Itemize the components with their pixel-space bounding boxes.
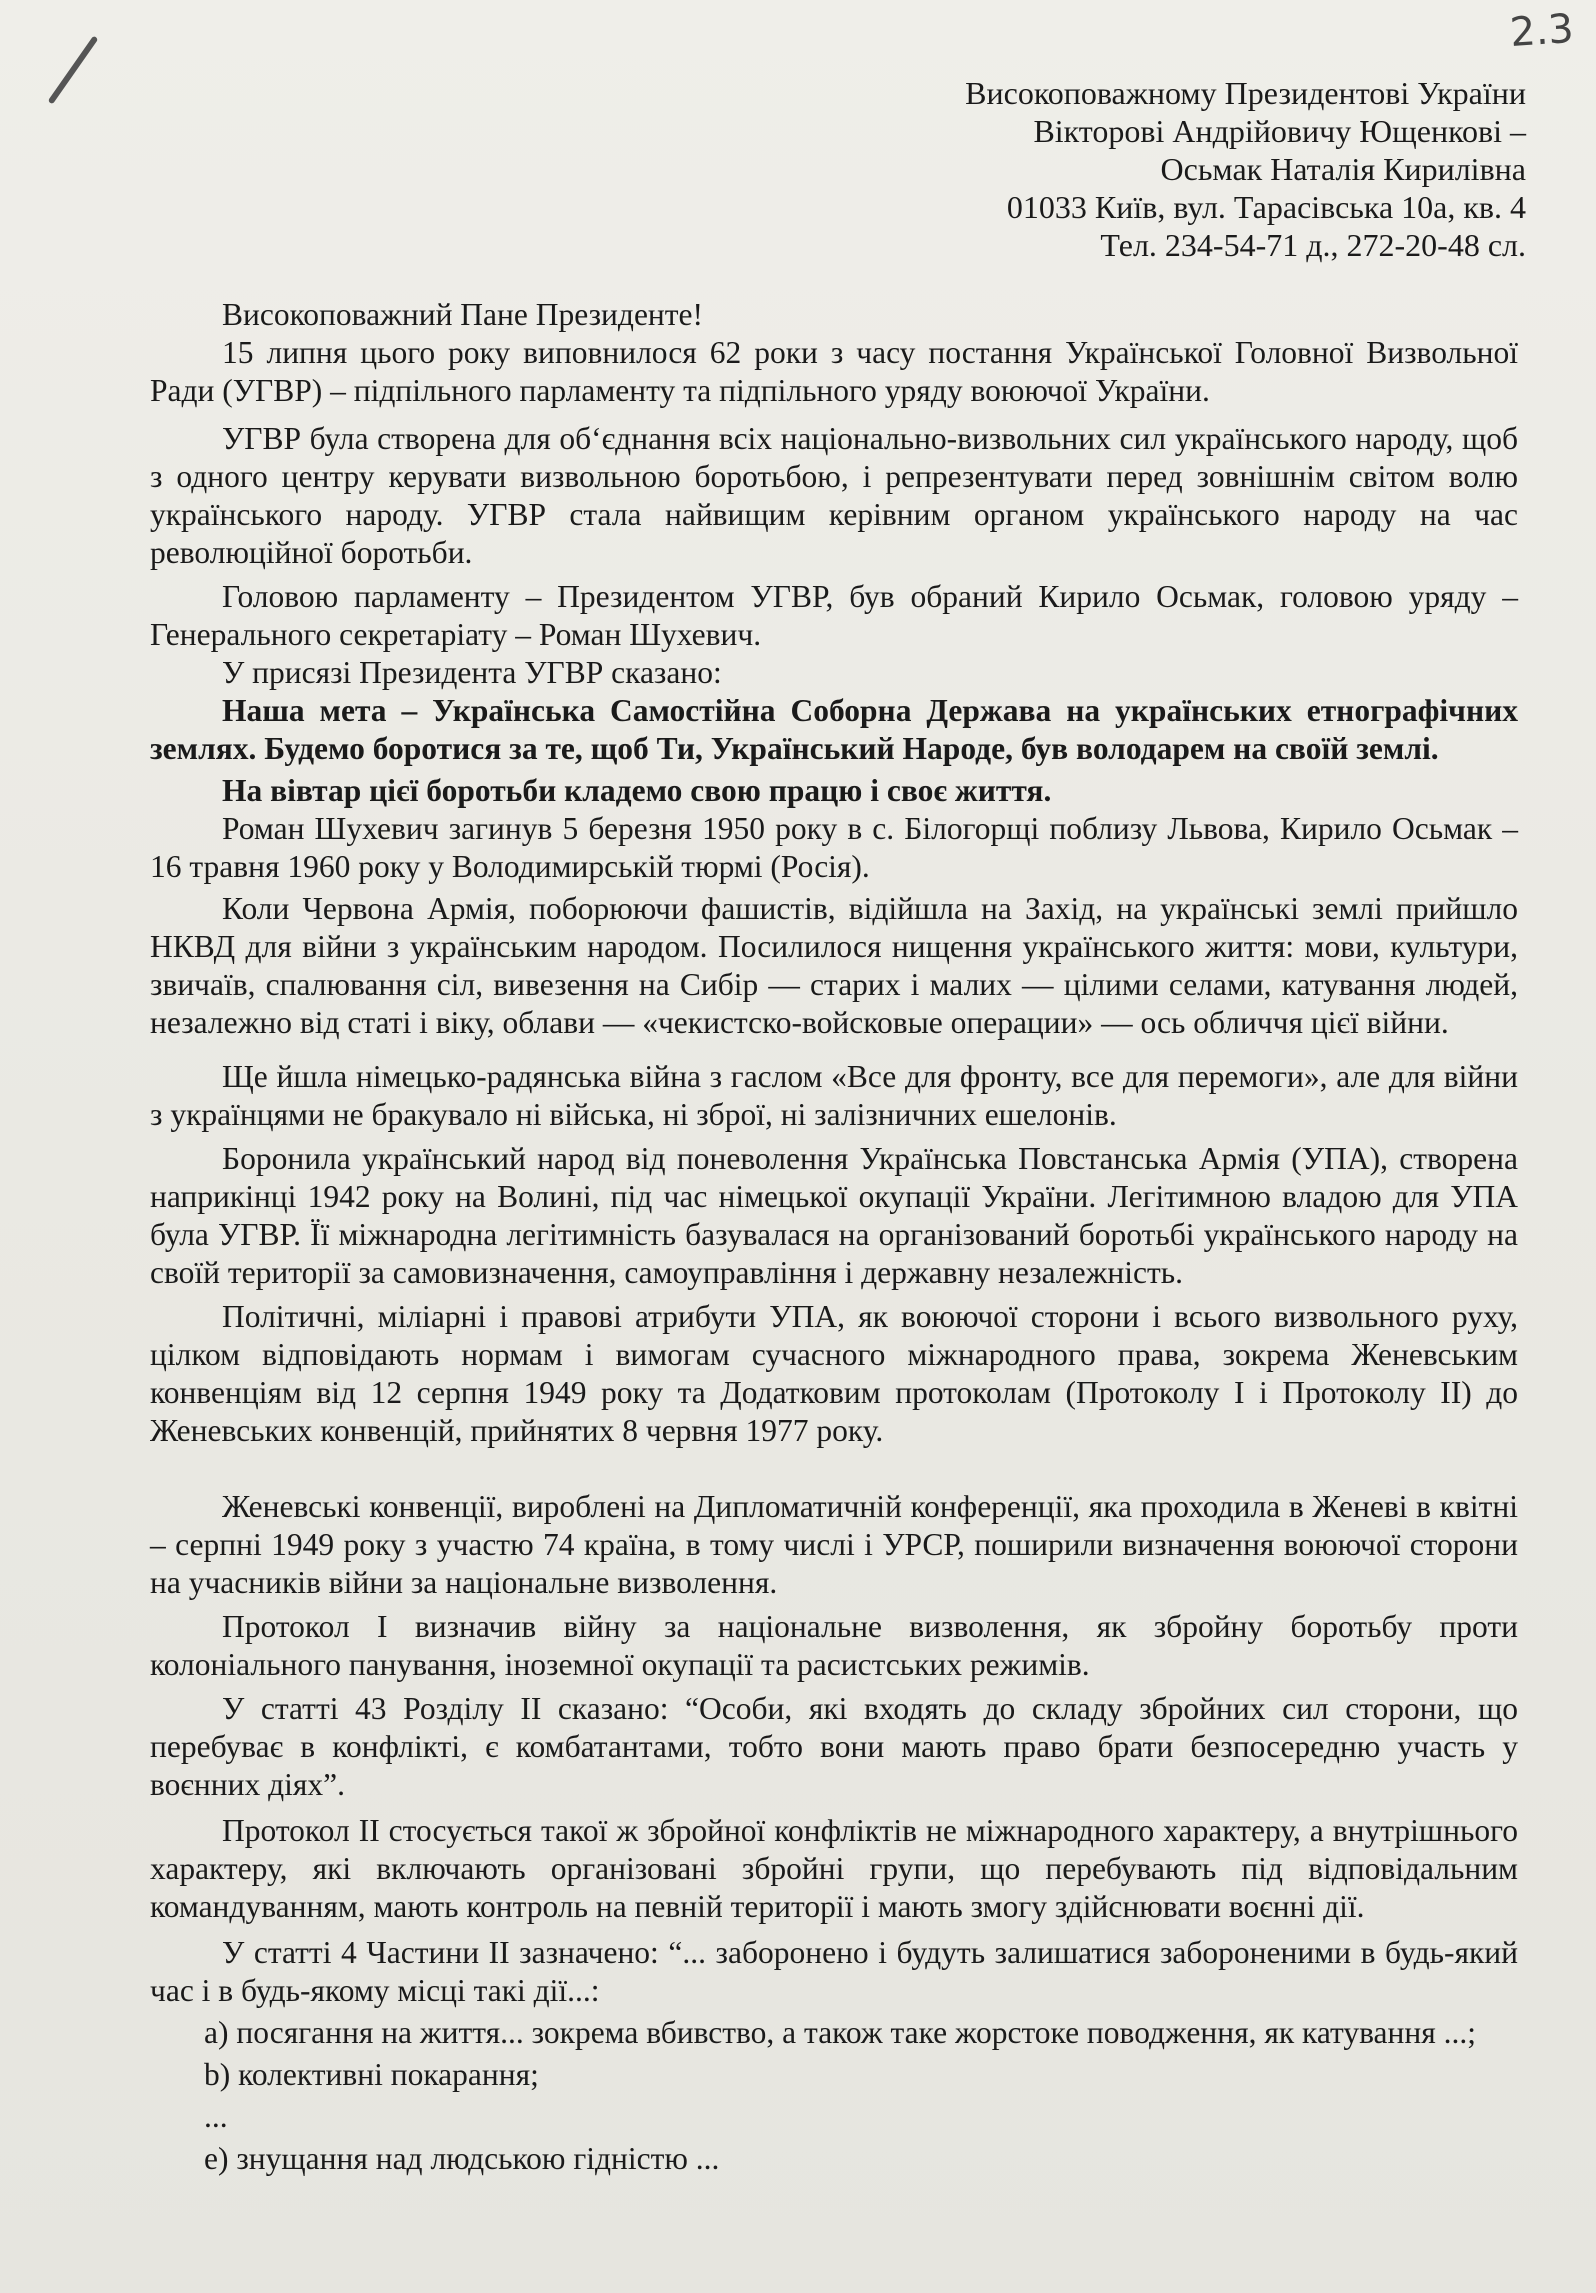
paragraph: У статті 43 Розділу ІІ сказано: “Особи, які входять до складу збройних сил сторони, що перебуває в конфлікті, є комбатантами, тобто вони мають право брати безпосередню участь у воєнних діях”. <box>150 1691 1518 1802</box>
paragraph: Протокол ІІ стосується такої ж збройної конфліктів не міжнародного характеру, а внутрішнього характеру, які включають організовані збройні групи, що перебувають під відповідальним командуванням, мають контроль на певній території і мають змогу здійснювати воєнні дії. <box>150 1813 1518 1924</box>
addressee-line: 01033 Київ, вул. Тарасівська 10а, кв. 4 <box>1006 189 1526 225</box>
paragraph: Женевські конвенції, вироблені на Дипломатичній конференції, яка проходила в Женеві в квітні – серпні 1949 року з участю 74 країна, в тому числі і УРСР, поширили визначення воюючої сторони на учасників війни за національне визволення. <box>150 1489 1518 1600</box>
addressee-line: Осьмак Наталія Кирилівна <box>1160 151 1526 187</box>
oath-quote: Наша мета – Українська Самостійна Соборна Держава на українських етнографічних землях. Будемо боротися за те, щоб Ти, Український Народе, був володарем на своїй землі. <box>150 693 1518 766</box>
paragraph: Коли Червона Армія, поборюючи фашистів, відійшла на Захід, на українські землі прийшло НКВД для війни з українським народом. Посилилося нищення українського життя: мови, культури, звичаїв, спалювання сіл, вивезення на Сибір — старих і малих — цілими селами, катування людей, незалежно від статі і віку, облави — «чекистско-войсковые операции» — ось обличчя цієї війни. <box>150 891 1518 1040</box>
margin-mark <box>48 36 99 105</box>
addressee-line: Вікторові Андрійовичу Ющенкові – <box>1033 113 1526 149</box>
list-item: b) колективні покарання; <box>204 2057 539 2092</box>
paragraph: Ще йшла німецько-радянська війна з гаслом «Все для фронту, все для перемоги», але для війни з українцями не бракувало ні війська, ні зброї, ні залізничних ешелонів. <box>150 1059 1518 1132</box>
letter-body <box>150 296 1518 2178</box>
paragraph: Політичні, міліарні і правові атрибути УПА, як воюючої сторони і всього визвольного руху, цілком відповідають нормам і вимогам сучасного міжнародного права, зокрема Женевським конвенціям від 12 серпня 1949 року та Додатковим протоколам (Протоколу І і Протоколу ІІ) до Женевських конвенцій, прийнятих 8 червня 1977 року. <box>150 1299 1518 1448</box>
paragraph: Головою парламенту – Президентом УГВР, був обраний Кирило Осьмак, головою уряду – Генерального секретаріату – Роман Шухевич. <box>150 579 1518 652</box>
paragraph: Боронила український народ від поневолення Українська Повстанська Армія (УПА), створена наприкінці 1942 року на Волині, під час німецької окупації України. Легітимною владою для УПА була УГВР. Її міжнародна легітимність базувалася на організований боротьбі українського народу на своїй території за самовизначення, самоуправління і державну незалежність. <box>150 1141 1518 1290</box>
paragraph: У статті 4 Частини ІІ зазначено: “... заборонено і будуть залишатися забороненими в будь-який час і в будь-якому місці такі дії...: <box>150 1935 1518 2008</box>
paragraph: Роман Шухевич загинув 5 березня 1950 року в с. Білогорщі поблизу Львова, Кирило Осьмак – 16 травня 1960 року у Володимирській тюрмі (Росія). <box>150 811 1518 884</box>
paragraph: У присязі Президента УГВР сказано: <box>222 655 722 690</box>
paragraph: УГВР була створена для об‘єднання всіх національно-визвольних сил українського народу, щоб з одного центру керувати визвольною боротьбою, і репрезентувати перед зовнішнім світом волю українського народу. УГВР стала найвищим керівним органом українського народу на час революційної боротьби. <box>150 421 1518 570</box>
paragraph: Протокол І визначив війну за національне визволення, як збройну боротьбу проти колоніального панування, іноземної окупації та расистських режимів. <box>150 1609 1518 1682</box>
page-number: 2.3 <box>1508 5 1576 57</box>
oath-quote: На вівтар цієї боротьби кладемо свою працю і своє життя. <box>222 773 1052 808</box>
list-item: а) посягання на життя... зокрема вбивство, а також таке жорстоке поводження, як катування ...; <box>204 2015 1476 2050</box>
addressee-line: Тел. 234-54-71 д., 272-20-48 сл. <box>1100 227 1526 263</box>
list-item: е) знущання над людською гідністю ... <box>204 2141 720 2176</box>
addressee-block <box>760 74 1526 264</box>
addressee-line: Високоповажному Президентові України <box>965 75 1526 111</box>
list-item: ... <box>204 2099 228 2134</box>
salutation: Високоповажний Пане Президенте! <box>222 297 704 332</box>
paragraph: 15 липня цього року виповнилося 62 роки з часу постання Української Головної Визвольної Ради (УГВР) – підпільного парламенту та підпільного уряду воюючої України. <box>150 335 1518 408</box>
